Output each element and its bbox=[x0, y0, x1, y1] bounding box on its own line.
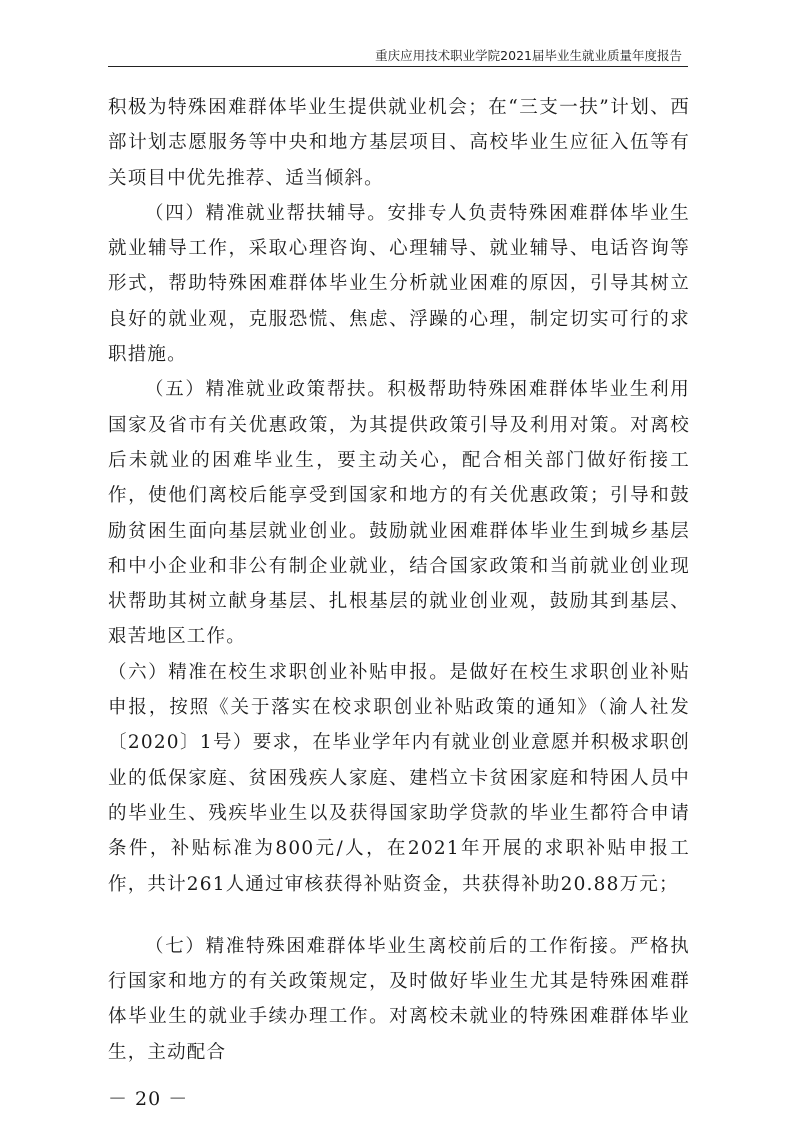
page-header bbox=[108, 44, 688, 67]
paragraph-section-6: （六）精准在校生求职创业补贴申报。是做好在校生求职创业补贴申报，按照《关于落实在校求职创业补贴政策的通知》（渝人社发〔2020〕1号）要求，在毕业学年内有就业创业意愿并积极求职创业的低保家庭、贫困残疾人家庭、建档立卡贫困家庭和特困人员中的毕业生、残疾毕业生以及获得国家助学贷款的毕业生都符合申请条件，补贴标准为800元/人，在2021年开展的求职补贴申报工作，共计261人通过审核获得补贴资金，共获得补助20.88万元； bbox=[108, 661, 690, 895]
paragraph-section-5: （五）精准就业政策帮扶。积极帮助特殊困难群体毕业生利用国家及省市有关优惠政策，为其提供政策引导及利用对策。对离校后未就业的困难毕业生，要主动关心，配合相关部门做好衔接工作，使他们离校后能享受到国家和地方的有关优惠政策；引导和鼓励贫困生面向基层就业创业。鼓励就业困难群体毕业生到城乡基层和中小企业和非公有制企业就业，结合国家政策和当前就业创业现状帮助其树立献身基层、扎根基层的就业创业观，鼓励其到基层、艰苦地区工作。 bbox=[108, 379, 690, 648]
paragraph-section-7: （七）精准特殊困难群体毕业生离校前后的工作衔接。严格执行国家和地方的有关政策规定，及时做好毕业生尤其是特殊困难群体毕业生的就业手续办理工作。对离校未就业的特殊困难群体毕业生，主动配合 bbox=[108, 935, 690, 1063]
document-body bbox=[108, 90, 690, 1070]
paragraph-section-4: （四）精准就业帮扶辅导。安排专人负责特殊困难群体毕业生就业辅导工作，采取心理咨询、心理辅导、就业辅导、电话咨询等形式，帮助特殊困难群体毕业生分析就业困难的原因，引导其树立良好的就业观，克服恐慌、焦虑、浮躁的心理，制定切实可行的求职措施。 bbox=[108, 202, 690, 366]
header-title: 重庆应用技术职业学院2021届毕业生就业质量年度报告 bbox=[375, 48, 682, 63]
paragraph-continuation: 积极为特殊困难群体毕业生提供就业机会；在“三支一扶”计划、西部计划志愿服务等中央和地方基层项目、高校毕业生应征入伍等有关项目中优先推荐、适当倾斜。 bbox=[108, 97, 690, 189]
page-number: － 20 － bbox=[108, 1088, 189, 1110]
